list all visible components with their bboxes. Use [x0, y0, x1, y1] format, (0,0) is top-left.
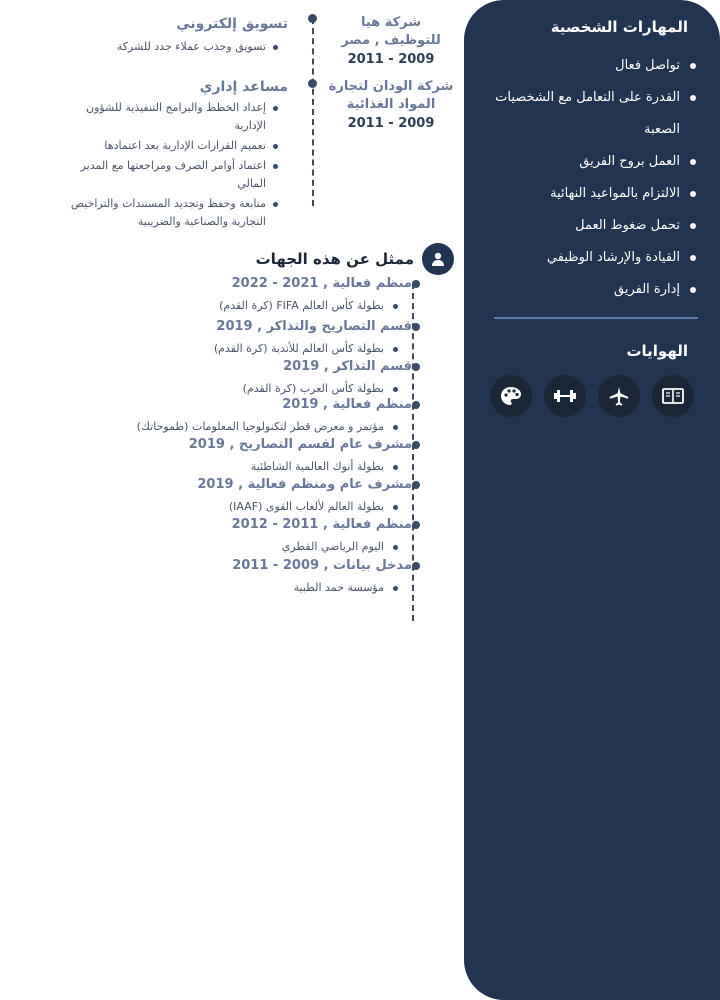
task-item: اعتماد أوامر الصرف ومراجعتها مع المدير المالي — [55, 157, 280, 193]
role-tasks — [55, 99, 280, 233]
role-title: مساعد إداري — [199, 79, 288, 95]
timeline-dot — [412, 481, 420, 489]
representative-role: قسم التصاريح والتذاكر , 2019 — [216, 319, 412, 334]
representative-item — [92, 275, 412, 314]
representative-event: بطولة كأس العرب (كرة القدم) — [92, 381, 412, 397]
timeline-dot — [412, 441, 420, 449]
skills-title: المهارات الشخصية — [550, 18, 688, 36]
representative-item — [92, 557, 412, 596]
reading-icon — [652, 375, 694, 417]
representative-event: مؤتمر و معرض قطر لتكنولوجيا المعلومات (طموحاتك) — [92, 419, 412, 435]
representative-item — [92, 476, 412, 515]
representative-title: ممثل عن هذه الجهات — [255, 250, 414, 268]
fitness-icon — [544, 375, 586, 417]
painting-icon — [490, 375, 532, 417]
representative-event: بطولة العالم لألعاب القوى (IAAF) — [92, 499, 412, 515]
representative-event: بطولة كأس العالم للأندية (كرة القدم) — [92, 341, 412, 357]
skill-item: تواصل فعال — [488, 50, 698, 82]
representative-item — [92, 358, 412, 397]
representative-timeline — [412, 283, 414, 621]
role-title: تسويق إلكتروني — [176, 16, 288, 32]
hobby-icons — [490, 375, 694, 417]
skill-item: تحمل ضغوط العمل — [488, 210, 698, 242]
timeline-dot — [412, 562, 420, 570]
skill-item: العمل بروح الفريق — [488, 146, 698, 178]
representative-event: بطولة كأس العالم FIFA (كرة القدم) — [92, 298, 412, 314]
role-tasks — [55, 38, 280, 58]
representative-item — [92, 436, 412, 475]
hobbies-title: الهوايات — [626, 342, 688, 360]
sidebar — [464, 0, 720, 1000]
timeline-dot — [412, 521, 420, 529]
task-item: متابعة وحفظ وتجديد المستندات والتراخيص التجارية والصناعية والضريبية — [55, 195, 280, 231]
experience-years: 2009 - 2011 — [347, 52, 435, 67]
representative-item — [92, 516, 412, 555]
representative-role: منظم فعالية , 2019 — [282, 397, 412, 412]
travel-icon — [598, 375, 640, 417]
timeline-dot — [308, 79, 317, 88]
representative-event: اليوم الرياضي القطري — [92, 539, 412, 555]
representative-item — [92, 396, 412, 435]
user-icon — [422, 243, 454, 275]
skill-item: القيادة والإرشاد الوظيفي — [488, 242, 698, 274]
timeline-dot — [412, 323, 420, 331]
timeline-dot — [308, 14, 317, 23]
timeline-dot — [412, 280, 420, 288]
representative-role: مدخل بيانات , 2009 - 2011 — [232, 558, 412, 573]
sidebar-divider — [494, 317, 698, 319]
representative-role: قسم التذاكر , 2019 — [283, 359, 412, 374]
representative-role: منظم فعالية , 2021 - 2022 — [231, 276, 412, 291]
representative-role: منظم فعالية , 2011 - 2012 — [231, 517, 412, 532]
representative-event: بطولة أنوك العالمية الشاطئية — [92, 459, 412, 475]
representative-role: مشرف عام ومنظم فعالية , 2019 — [197, 477, 412, 492]
representative-header — [256, 243, 454, 275]
skill-item: القدرة على التعامل مع الشخصيات الصعبة — [488, 82, 698, 146]
task-item: تسويق وجذب عملاء جدد للشركة — [55, 38, 280, 56]
representative-role: مشرف عام لقسم التصاريح , 2019 — [188, 437, 412, 452]
experience-timeline — [312, 18, 314, 206]
experience-years: 2009 - 2011 — [347, 116, 435, 131]
company-name: شركة الودان لتجارة المواد الغذائية — [328, 79, 454, 112]
task-item: إعداد الخطط والبرامج التنفيذية للشؤون الإدارية — [55, 99, 280, 135]
experience-item — [324, 78, 458, 131]
skill-item: إدارة الفريق — [488, 274, 698, 306]
experience-item — [332, 14, 450, 67]
company-name: شركة هيا للتوظيف , مصر — [341, 15, 441, 48]
representative-item — [92, 318, 412, 357]
task-item: تعميم القرارات الإدارية بعد اعتمادها — [55, 137, 280, 155]
skill-item: الالتزام بالمواعيد النهائية — [488, 178, 698, 210]
representative-event: مؤسسة حمد الطبية — [92, 580, 412, 596]
timeline-dot — [412, 363, 420, 371]
timeline-dot — [412, 401, 420, 409]
skills-list — [488, 50, 698, 306]
